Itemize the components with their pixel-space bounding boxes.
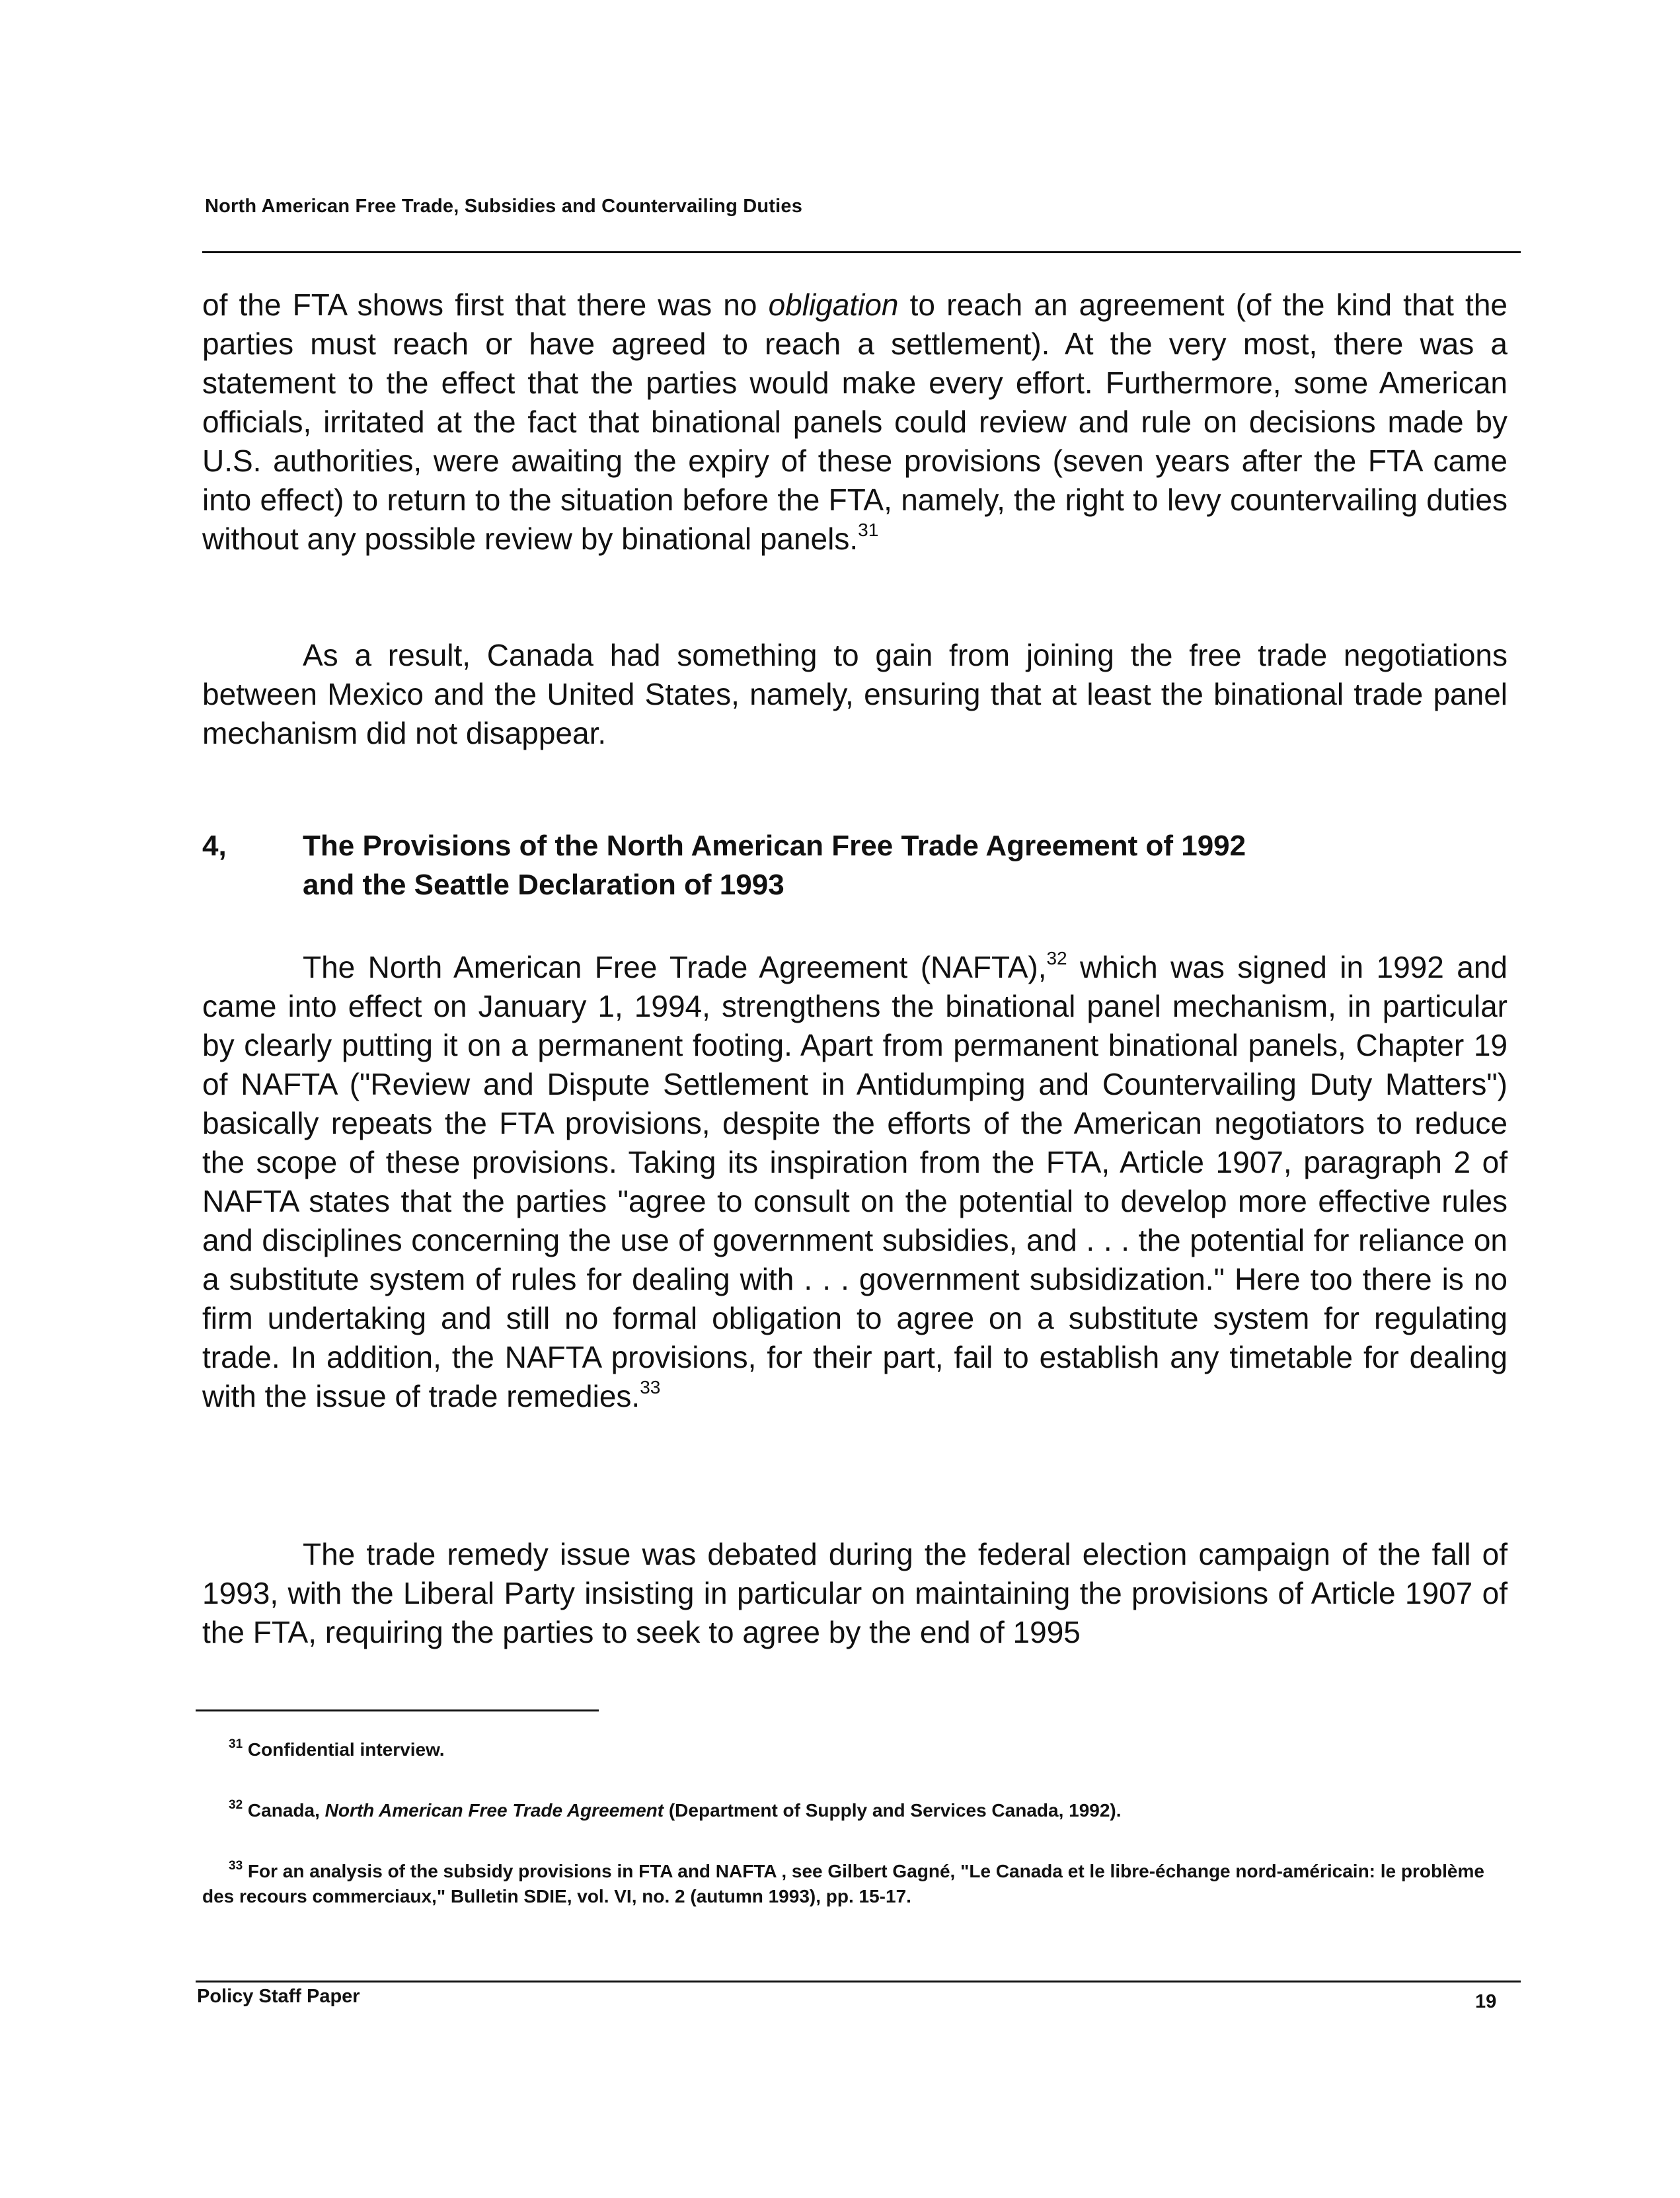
paragraph-2-text: As a result, Canada had something to gain from joining the free trade negotiations between Mexico and the United States, namely, ensuring that at least the binational trade panel mechanism did not disappear.	[202, 638, 1508, 750]
paragraph-4	[202, 1535, 1508, 1652]
section-title-line-1: The Provisions of the North American Free Trade Agreement of 1992	[303, 830, 1246, 862]
footnote-32	[202, 1798, 1508, 1823]
paragraph-3	[202, 948, 1508, 1416]
paragraph-1-text-a: of the FTA shows first that there was no	[202, 288, 769, 322]
section-title-line-2: and the Seattle Declaration of 1993	[303, 869, 784, 901]
footnote-number: 32	[229, 1797, 243, 1812]
footnote-ref-31: 31	[858, 519, 879, 540]
footer-rule	[196, 1981, 1521, 1982]
footnote-number: 33	[229, 1858, 243, 1873]
footnote-text-tail: (Department of Supply and Services Canada, 1992).	[664, 1800, 1122, 1821]
footnote-text: Confidential interview.	[247, 1739, 445, 1760]
footnote-text: Canada,	[247, 1800, 325, 1821]
running-header: North American Free Trade, Subsidies and Countervailing Duties	[205, 196, 803, 217]
header-rule	[202, 251, 1521, 253]
footnote-33	[202, 1859, 1508, 1909]
paragraph-1	[202, 286, 1508, 559]
paragraph-2	[202, 636, 1508, 753]
footnote-title-italic: North American Free Trade Agreement	[325, 1800, 664, 1821]
footnote-text: For an analysis of the subsidy provisions in FTA and NAFTA , see Gilbert Gagné, "Le Canada et le libre-échange nord-américain: le problème des recours commerciaux," Bulletin SDIE, vol. VI, no. 2 (autumn 1993), pp. 15-17.	[202, 1861, 1484, 1906]
section-number: 4,	[202, 830, 227, 862]
paragraph-1-text-b: to reach an agreement (of the kind that the parties must reach or have agreed to reach a settlement). At the very most, there was a statement to the effect that the parties would make every effort. Furthermore, some American officials, irritated at the fact that binational panels could review and rule on decisions made by U.S. authorities, were awaiting the expiry of these provisions (seven years after the FTA came into effect) to return to the situation before the FTA, namely, the right to levy countervailing duties without any possible review by binational panels.	[202, 288, 1508, 556]
paragraph-3-text-b: which was signed in 1992 and came into effect on January 1, 1994, strengthens the binational panel mechanism, in particular by clearly putting it on a permanent footing. Apart from permanent binational panels, Chapter 19 of NAFTA ("Review and Dispute Settlement in Antidumping and Countervailing Duty Matters") basically repeats the FTA provisions, despite the efforts of the American negotiators to reduce the scope of these provisions. Taking its inspiration from the FTA, Article 1907, paragraph 2 of NAFTA states that the parties "agree to consult on the potential to develop more effective rules and disciplines concerning the use of government subsidies, and . . . the potential for reliance on a substitute system of rules for dealing with . . . government subsidization." Here too there is no firm undertaking and still no formal obligation to agree on a substitute system for regulating trade. In addition, the NAFTA provisions, for their part, fail to establish any timetable for dealing with the issue of trade remedies.	[202, 950, 1508, 1413]
footnote-ref-33: 33	[640, 1376, 661, 1397]
footer-publication: Policy Staff Paper	[197, 1986, 360, 2007]
footnote-number: 31	[229, 1737, 243, 1751]
footnote-ref-32: 32	[1046, 947, 1067, 968]
paragraph-1-emphasis: obligation	[768, 288, 899, 322]
paragraph-3-text-a: The North American Free Trade Agreement (NAFTA),	[303, 950, 1047, 984]
footnote-separator	[196, 1709, 599, 1711]
footnote-31	[202, 1737, 1508, 1762]
paragraph-4-text: The trade remedy issue was debated during the federal election campaign of the fall of 1993, with the Liberal Party insisting in particular on maintaining the provisions of Article 1907 of the FTA, requiring the parties to seek to agree by the end of 1995	[202, 1537, 1508, 1649]
page-number: 19	[1475, 1991, 1497, 2012]
